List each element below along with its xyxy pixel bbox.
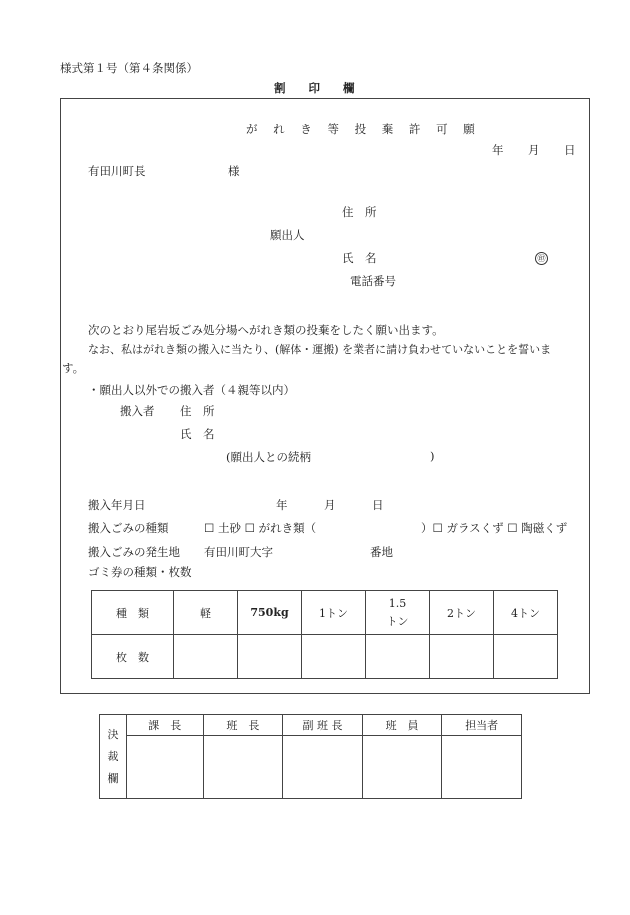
addressee-name: 有田川町長 <box>88 164 146 178</box>
applicant-phone-label: 電話番号 <box>350 274 396 288</box>
approval-header-deputy-leader: 副 班 長 <box>283 715 363 736</box>
origin-label: 搬入ごみの発生地 <box>88 545 180 559</box>
body-line-3: す。 <box>62 361 85 375</box>
applicant-role-label: 願出人 <box>270 228 305 242</box>
approval-stamp-cell[interactable] <box>362 736 442 799</box>
ticket-type-4t: 4トン <box>494 591 558 635</box>
ticket-count-cell[interactable] <box>494 635 558 679</box>
approval-header-team-leader: 班 長 <box>203 715 283 736</box>
addressee-honorific: 様 <box>228 164 240 178</box>
ticket-count-cell[interactable] <box>366 635 430 679</box>
approval-stamp-cell[interactable] <box>442 736 522 799</box>
ticket-type-1t: 1トン <box>302 591 366 635</box>
ticket-type-row <box>92 591 558 635</box>
approval-header-row <box>100 715 522 736</box>
approval-stamp-cell[interactable] <box>203 736 283 799</box>
delivery-date-label: 搬入年月日 <box>88 498 146 512</box>
date-day[interactable]: 日 <box>564 143 576 157</box>
ticket-type-1-5t: 1.5 トン <box>366 591 430 635</box>
approval-header-team-member: 班 員 <box>362 715 442 736</box>
approval-header-section-chief: 課 長 <box>126 715 203 736</box>
ticket-label: ゴミ券の種類・枚数 <box>88 565 192 579</box>
waste-type-options-close[interactable]: ）☐ ガラスくず ☐ 陶磁くず <box>421 521 568 535</box>
ticket-count-row <box>92 635 558 679</box>
body-line-1: 次のとおり尾岩坂ごみ処分場へがれき類の投棄をしたく願い出ます。 <box>88 323 444 337</box>
approval-header-person-in-charge: 担当者 <box>442 715 522 736</box>
applicant-name-label: 氏 名 <box>342 251 377 265</box>
ticket-type-header: 種 類 <box>92 591 174 635</box>
carrier-address-label: 住 所 <box>180 404 215 418</box>
ticket-count-cell[interactable] <box>174 635 238 679</box>
ticket-count-cell[interactable] <box>302 635 366 679</box>
ticket-count-header: 枚 数 <box>92 635 174 679</box>
applicant-address-label: 住 所 <box>342 205 377 219</box>
ticket-type-light: 軽 <box>174 591 238 635</box>
origin-town: 有田川町大字 <box>204 545 273 559</box>
form-id: 様式第１号（第４条関係） <box>60 61 198 75</box>
ticket-type-750kg: 750kg <box>238 591 302 635</box>
delivery-day[interactable]: 日 <box>372 498 384 512</box>
ticket-count-cell[interactable] <box>430 635 494 679</box>
delivery-year[interactable]: 年 <box>276 498 288 512</box>
carrier-name-label: 氏 名 <box>180 427 215 441</box>
form-title: が れ き 等 投 棄 許 可 願 <box>246 122 481 136</box>
origin-suffix: 番地 <box>370 545 393 559</box>
ticket-count-cell[interactable] <box>238 635 302 679</box>
carrier-relation-open: (願出人との続柄 <box>226 450 311 464</box>
body-line-2: なお、私はがれき類の搬入に当たり、(解体・運搬) を業者に請け負わせていないことを誓いま <box>88 343 552 356</box>
delivery-month[interactable]: 月 <box>324 498 336 512</box>
approval-table <box>99 714 522 799</box>
approval-stamp-cell[interactable] <box>126 736 203 799</box>
seal-icon: ㊞ <box>535 252 548 265</box>
date-year[interactable]: 年 <box>492 143 504 157</box>
waste-type-options[interactable]: ☐ 土砂 ☐ がれき類（ <box>204 521 317 535</box>
waste-type-label: 搬入ごみの種類 <box>88 521 169 535</box>
carrier-label: 搬入者 <box>120 404 155 418</box>
seal-header: 割 印 欄 <box>274 81 355 95</box>
ticket-type-2t: 2トン <box>430 591 494 635</box>
seal-mark <box>535 250 548 265</box>
approval-side-label: 決 裁 欄 <box>100 715 127 799</box>
date-month[interactable]: 月 <box>528 143 540 157</box>
carrier-heading: ・願出人以外での搬入者（４親等以内） <box>88 383 295 397</box>
approval-stamp-row <box>100 736 522 799</box>
ticket-table <box>91 590 558 679</box>
approval-stamp-cell[interactable] <box>283 736 363 799</box>
carrier-relation-close: ) <box>430 449 435 463</box>
